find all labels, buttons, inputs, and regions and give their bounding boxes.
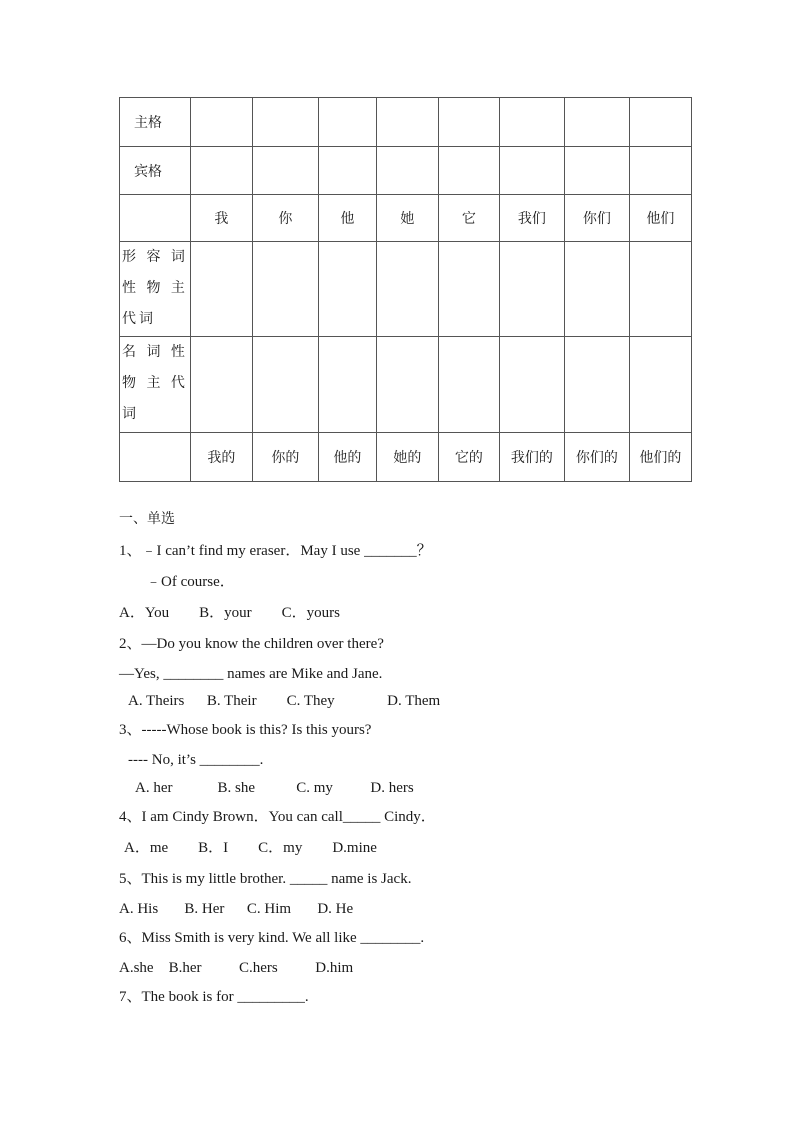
blank-cell[interactable]	[564, 147, 629, 195]
blank-cell[interactable]	[564, 98, 629, 147]
blank-cell[interactable]	[629, 98, 691, 147]
possessive-cell: 你的	[252, 433, 318, 482]
blank-cell[interactable]	[438, 147, 499, 195]
blank-cell[interactable]	[376, 147, 438, 195]
person-cell: 我	[190, 195, 252, 242]
blank-cell[interactable]	[252, 337, 318, 433]
noun-possessive-label	[120, 337, 191, 433]
blank-cell[interactable]	[629, 242, 691, 337]
question-2-line-1: 2、—Do you know the children over there?	[119, 636, 384, 652]
blank-cell[interactable]	[252, 98, 318, 147]
label-line: 形 容 词	[122, 249, 188, 265]
blank-cell[interactable]	[629, 337, 691, 433]
label-line: 代词	[122, 311, 156, 327]
person-cell: 你	[252, 195, 318, 242]
possessive-cell: 它的	[438, 433, 499, 482]
empty-corner-cell	[120, 195, 191, 242]
question-3-options[interactable]: A. her B. she C. my D. hers	[135, 780, 414, 796]
blank-cell[interactable]	[190, 147, 252, 195]
possessive-cell: 他们的	[629, 433, 691, 482]
question-5-options[interactable]: A. His B. Her C. Him D. He	[119, 901, 354, 917]
blank-cell[interactable]	[376, 242, 438, 337]
label-line: 词	[122, 406, 139, 422]
question-4-line-1: 4、I am Cindy Brown．You can call_____ Cindy．	[119, 809, 436, 825]
question-2-line-2: —Yes, ________ names are Mike and Jane.	[119, 666, 383, 682]
blank-cell[interactable]	[318, 337, 376, 433]
possessive-cell: 他的	[318, 433, 376, 482]
person-cell: 它	[438, 195, 499, 242]
question-6-line-1: 6、Miss Smith is very kind. We all like ________.	[119, 930, 425, 946]
person-cell: 她	[376, 195, 438, 242]
question-1-line-2: ﹣Of course．	[146, 574, 235, 590]
question-1-line-1: 1、﹣I can’t find my eraser．May I use _______？	[119, 543, 432, 559]
blank-cell[interactable]	[190, 337, 252, 433]
pronoun-table	[119, 97, 692, 482]
object-label: 宾格	[120, 147, 191, 195]
blank-cell[interactable]	[629, 147, 691, 195]
label-line: 名 词 性	[122, 344, 188, 360]
question-4-options[interactable]: A．me B．I C．my D.mine	[124, 840, 377, 856]
question-3-line-1: 3、-----Whose book is this? Is this yours?	[119, 722, 372, 738]
blank-cell[interactable]	[438, 242, 499, 337]
blank-cell[interactable]	[564, 242, 629, 337]
question-3-line-2: ---- No, it’s ________.	[128, 752, 264, 768]
person-cell: 他们	[629, 195, 691, 242]
question-1-options[interactable]: A．You B．your C．yours	[119, 605, 341, 621]
person-cell: 我们	[499, 195, 564, 242]
person-cell: 他	[318, 195, 376, 242]
blank-cell[interactable]	[438, 98, 499, 147]
blank-cell[interactable]	[376, 98, 438, 147]
possessive-cell: 你们的	[564, 433, 629, 482]
noun-possessive-row	[120, 337, 692, 433]
label-line: 性 物 主	[122, 280, 188, 296]
blank-cell[interactable]	[499, 242, 564, 337]
question-7-line-1: 7、The book is for _________.	[119, 989, 309, 1005]
blank-cell[interactable]	[438, 337, 499, 433]
blank-cell[interactable]	[318, 98, 376, 147]
possessive-row	[120, 433, 692, 482]
adj-possessive-label	[120, 242, 191, 337]
subject-row	[120, 98, 692, 147]
blank-cell[interactable]	[252, 147, 318, 195]
possessive-cell: 她的	[376, 433, 438, 482]
question-2-options[interactable]: A. Theirs B. Their C. They D. Them	[128, 693, 441, 709]
blank-cell[interactable]	[252, 242, 318, 337]
section-title: 一、单选	[119, 511, 175, 527]
empty-corner-cell	[120, 433, 191, 482]
person-cell: 你们	[564, 195, 629, 242]
blank-cell[interactable]	[318, 242, 376, 337]
blank-cell[interactable]	[376, 337, 438, 433]
object-row	[120, 147, 692, 195]
label-line: 物 主 代	[122, 375, 188, 391]
possessive-cell: 我的	[190, 433, 252, 482]
question-5-line-1: 5、This is my little brother. _____ name is Jack.	[119, 871, 412, 887]
adj-possessive-row	[120, 242, 692, 337]
person-row	[120, 195, 692, 242]
blank-cell[interactable]	[190, 242, 252, 337]
subject-label: 主格	[120, 98, 191, 147]
blank-cell[interactable]	[318, 147, 376, 195]
possessive-cell: 我们的	[499, 433, 564, 482]
blank-cell[interactable]	[564, 337, 629, 433]
blank-cell[interactable]	[190, 98, 252, 147]
question-6-options[interactable]: A.she B.her C.hers D.him	[119, 960, 354, 976]
blank-cell[interactable]	[499, 147, 564, 195]
blank-cell[interactable]	[499, 337, 564, 433]
blank-cell[interactable]	[499, 98, 564, 147]
